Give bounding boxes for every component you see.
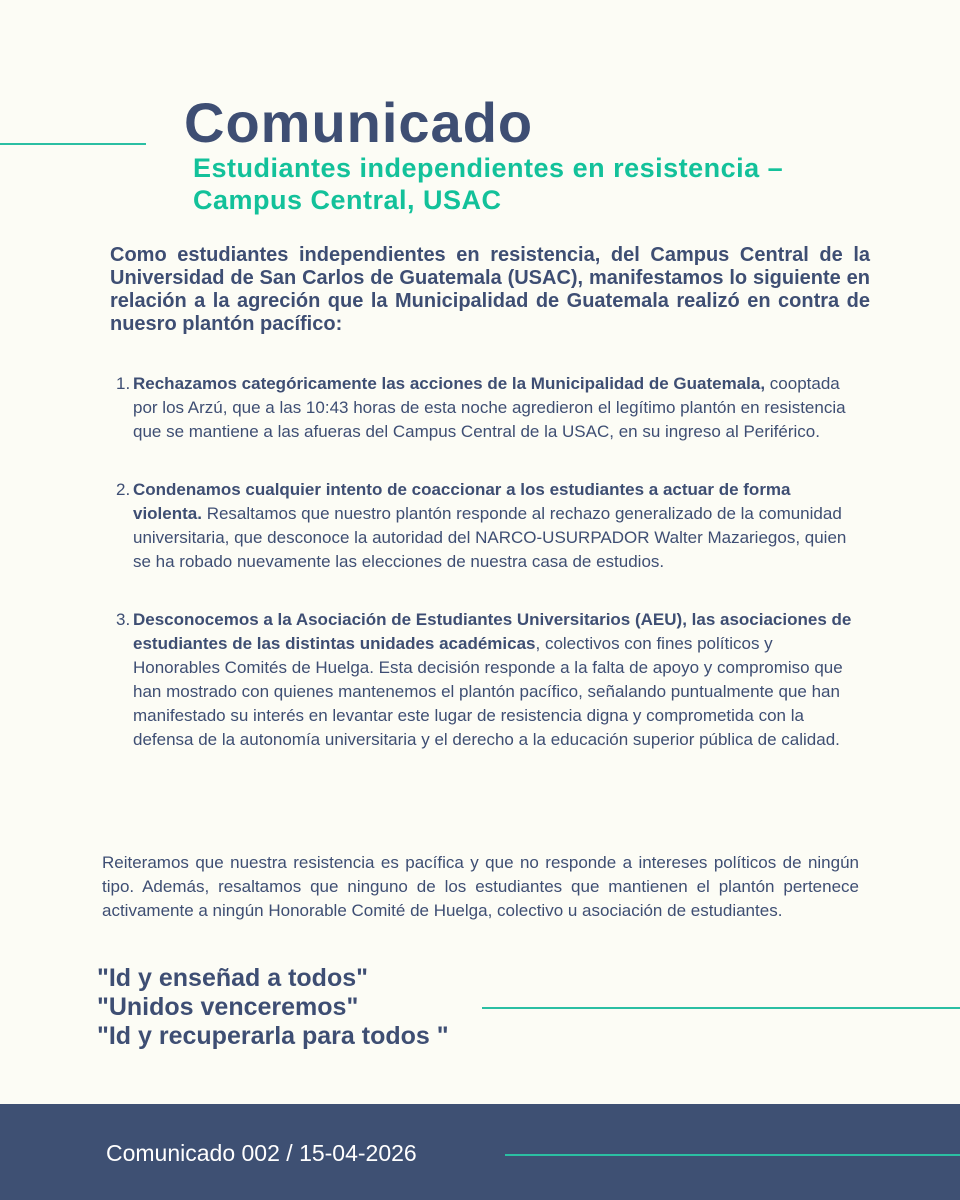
decorative-line-top bbox=[0, 143, 146, 145]
decorative-line-footer bbox=[505, 1154, 960, 1156]
motto-line: "Unidos venceremos" bbox=[97, 993, 359, 1021]
statement-bold-text: Rechazamos categóricamente las acciones de la Municipalidad de Guatemala, bbox=[133, 374, 766, 393]
statement-item bbox=[113, 372, 853, 444]
page-subtitle: Estudiantes independientes en resistencia – Campus Central, USAC bbox=[193, 153, 784, 215]
footer-label: Comunicado 002 / 15-04-2026 bbox=[106, 1140, 417, 1166]
statement-text: cooptada por los Arzú, que a las 10:43 horas de esta noche agredieron el legítimo plantón en resistencia que se mantiene a las afueras del Campus Central de la USAC, en su ingreso al Periférico. bbox=[133, 374, 846, 441]
statement-number: 1. bbox=[116, 374, 131, 393]
closing-paragraph: Reiteramos que nuestra resistencia es pacífica y que no responde a intereses políticos de ningún tipo. Además, resaltamos que ninguno de los estudiantes que mantienen el plantón pertenece activamente a ningún Honorable Comité de Huelga, colectivo u asociación de estudiantes. bbox=[102, 853, 859, 920]
intro-paragraph: Como estudiantes independientes en resistencia, del Campus Central de la Universidad de San Carlos de Guatemala (USAC), manifestamos lo siguiente en relación a la agreción que la Municipalidad de Guatemala realizó en contra de nuesro plantón pacífico: bbox=[110, 244, 870, 335]
motto-line: "Id y recuperarla para todos " bbox=[97, 1022, 449, 1050]
statement-bold-text: Desconocemos a la Asociación de Estudiantes Universitarios (AEU), las asociaciones de estudiantes de las distintas unidades académicas bbox=[133, 610, 852, 653]
statement-bold-text: Condenamos cualquier intento de coaccionar a los estudiantes a actuar de forma violenta. bbox=[133, 480, 791, 523]
statement-item bbox=[113, 478, 853, 574]
decorative-line-middle bbox=[482, 1007, 960, 1009]
statement-text: , colectivos con fines políticos y Honorables Comités de Huelga. Esta decisión responde a la falta de apoyo y compromiso que han mostrado con quienes mantenemos el plantón pacífico, señalando puntualmente que han manifestado su interés en levantar este lugar de resistencia digna y comprometida con la defensa de la autonomía universitaria y el derecho a la educación superior pública de calidad. bbox=[133, 634, 843, 749]
statement-list bbox=[113, 372, 853, 786]
statement-item bbox=[113, 608, 853, 752]
page-title: Comunicado bbox=[184, 91, 534, 154]
motto-line: "Id y enseñad a todos" bbox=[97, 964, 368, 992]
statement-number: 2. bbox=[116, 480, 131, 499]
statement-text: Resaltamos que nuestro plantón responde al rechazo generalizado de la comunidad universitaria, que desconoce la autoridad del NARCO-USURPADOR Walter Mazariegos, quien se ha robado nuevamente las elecciones de nuestra casa de estudios. bbox=[133, 504, 847, 571]
statement-number: 3. bbox=[116, 610, 131, 629]
